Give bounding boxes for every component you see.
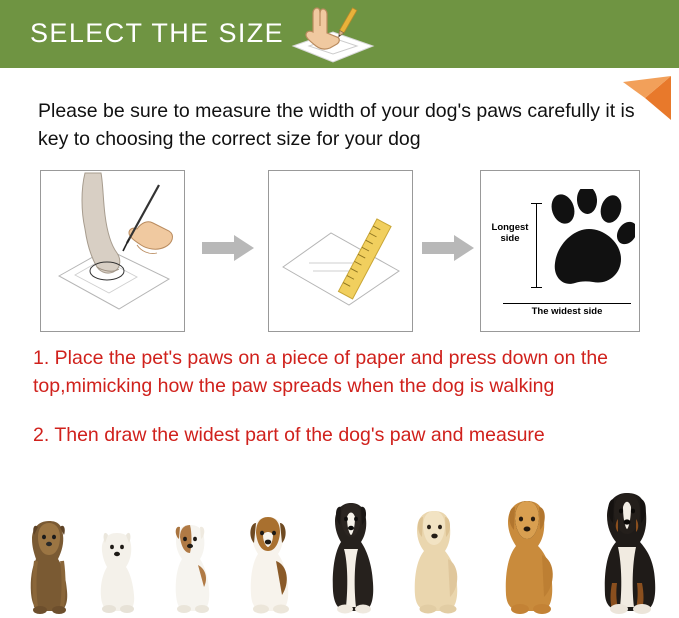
dog-golden-retriever <box>484 495 570 615</box>
dog-jack-russell-terrier <box>158 515 222 615</box>
dog-west-highland-terrier <box>86 525 148 615</box>
paw-print-icon <box>543 189 635 293</box>
widest-side-label: The widest side <box>503 303 631 317</box>
dog-border-collie <box>316 497 386 615</box>
dog-yorkshire-terrier <box>18 515 80 615</box>
instruction-steps <box>33 345 658 450</box>
gray-arrow-icon-2 <box>422 234 474 262</box>
longest-side-label: Longest side <box>491 222 529 244</box>
dog-breed-row <box>0 490 679 618</box>
vertical-measure-line <box>536 203 537 287</box>
step-1-text: 1. Place the pet's paws on a piece of paper and press down on the top,mimicking how the paw spreads when the dog is walking <box>33 347 609 397</box>
panel-paw-print <box>480 170 640 332</box>
step-2-text: 2. Then draw the widest part of the dog's paw and measure <box>33 424 545 447</box>
vertical-measure-cap-bottom <box>531 287 542 288</box>
dog-beagle <box>232 507 304 615</box>
dog-bernese-mountain-dog <box>582 487 672 615</box>
dog-golden-retriever-light <box>396 503 472 615</box>
intro-text: Please be sure to measure the width of your dog's paws carefully it is key to choosing the correct size for your dog <box>38 100 635 151</box>
panel-measure-ruler <box>268 170 413 332</box>
instruction-panels <box>40 170 640 335</box>
vertical-measure-cap-top <box>531 203 542 204</box>
page-header <box>0 0 679 68</box>
panel-trace-paw <box>40 170 185 332</box>
page-title: SELECT THE SIZE <box>30 18 285 48</box>
gray-arrow-icon-1 <box>202 234 254 262</box>
hand-drawing-icon <box>287 6 379 68</box>
